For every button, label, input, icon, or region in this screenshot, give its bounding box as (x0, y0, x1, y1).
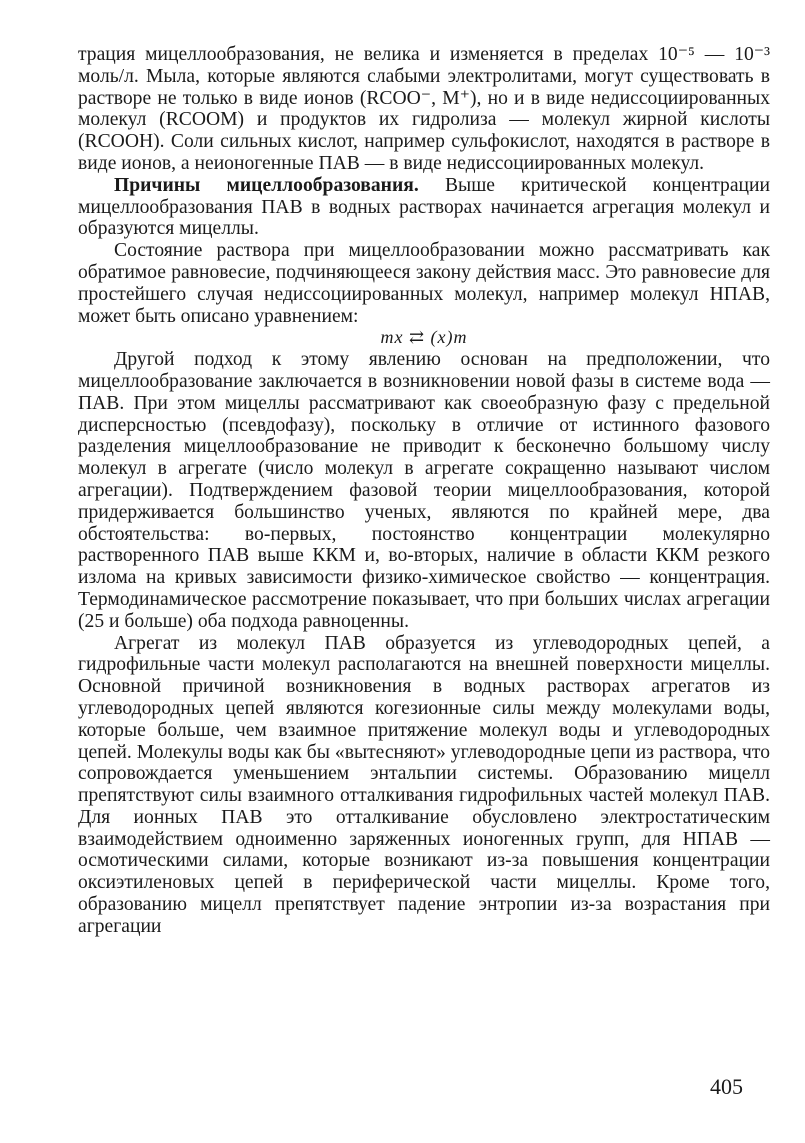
paragraph-5: Агрегат из молекул ПАВ образуется из углеводородных цепей, а гидрофильные части молекул располагаются на внешней поверхности мицеллы. Основной причиной возникновения в водных растворах агрегатов из углеводородных цепей являются когезионные силы между молекулами воды, которые больше, чем взаимное притяжение молекул воды и углеводородных цепей. Молекулы воды как бы «вытесняют» углеводородные цепи из раствора, что сопровождается уменьшением энтальпии системы. Образованию мицелл препятствуют силы взаимного отталкивания гидрофильных частей молекул ПАВ. Для ионных ПАВ это отталкивание обусловлено электростатическим взаимодействием одноименно заряженных ионогенных групп, для НПАВ — осмотическими силами, которые возникают из-за повышения концентрации оксиэтиленовых цепей в периферической части мицеллы. Кроме того, образованию мицелл препятствует падение энтропии из-за возрастания при агрегации (78, 632, 770, 937)
paragraph-1: трация мицеллообразования, не велика и изменяется в пределах 10⁻⁵ — 10⁻³ моль/л. Мыла, которые являются слабыми электролитами, могут существовать в растворе не только в виде ионов (RCOO⁻, M⁺), но и в виде недиссоциированных молекул (RCOOM) и продуктов их гидролиза — молекул жирной кислоты (RCOOH). Соли сильных кислот, например сульфокислот, находятся в растворе в виде ионов, а неионогенные ПАВ — в виде недиссоциированных молекул. (78, 44, 770, 174)
page-body (78, 44, 770, 938)
paragraph-4: Другой подход к этому явлению основан на предположении, что мицеллообразование заключается в возникновении новой фазы в системе вода — ПАВ. При этом мицеллы рассматривают как своеобразную фазу с предельной дисперсностью (псевдофазу), поскольку в отличие от истинного фазового разделения мицеллообразование не приводит к бесконечно большому числу молекул в агрегате (число молекул в агрегате сокращенно называют числом агрегации). Подтверждением фазовой теории мицеллообразования, которой придерживается большинство ученых, являются по крайней мере, два обстоятельства: во-первых, постоянство концентрации молекулярно растворенного ПАВ выше ККМ и, во-вторых, наличие в области ККМ резкого излома на кривых зависимости физико-химическое свойство — концентрация. Термодинамическое рассмотрение показывает, что при больших числах агрегации (25 и больше) оба подхода равноценны. (78, 349, 770, 632)
page-number: 405 (710, 1074, 743, 1099)
paragraph-2 (78, 175, 770, 240)
equation: mx ⇄ (x)m (380, 327, 468, 348)
section-heading: Причины мицеллообразования. (114, 174, 419, 196)
paragraph-3: Состояние раствора при мицеллообразовании можно рассматривать как обратимое равновесие, подчиняющееся закону действия масс. Это равновесие для простейшего случая недиссоциированных молекул, например молекул НПАВ, может быть описано уравнением: (78, 240, 770, 327)
paragraph-2-text: Выше критической концентрации мицеллообразования ПАВ в водных растворах начинается агрегация молекул и образуются мицеллы. (78, 174, 770, 240)
